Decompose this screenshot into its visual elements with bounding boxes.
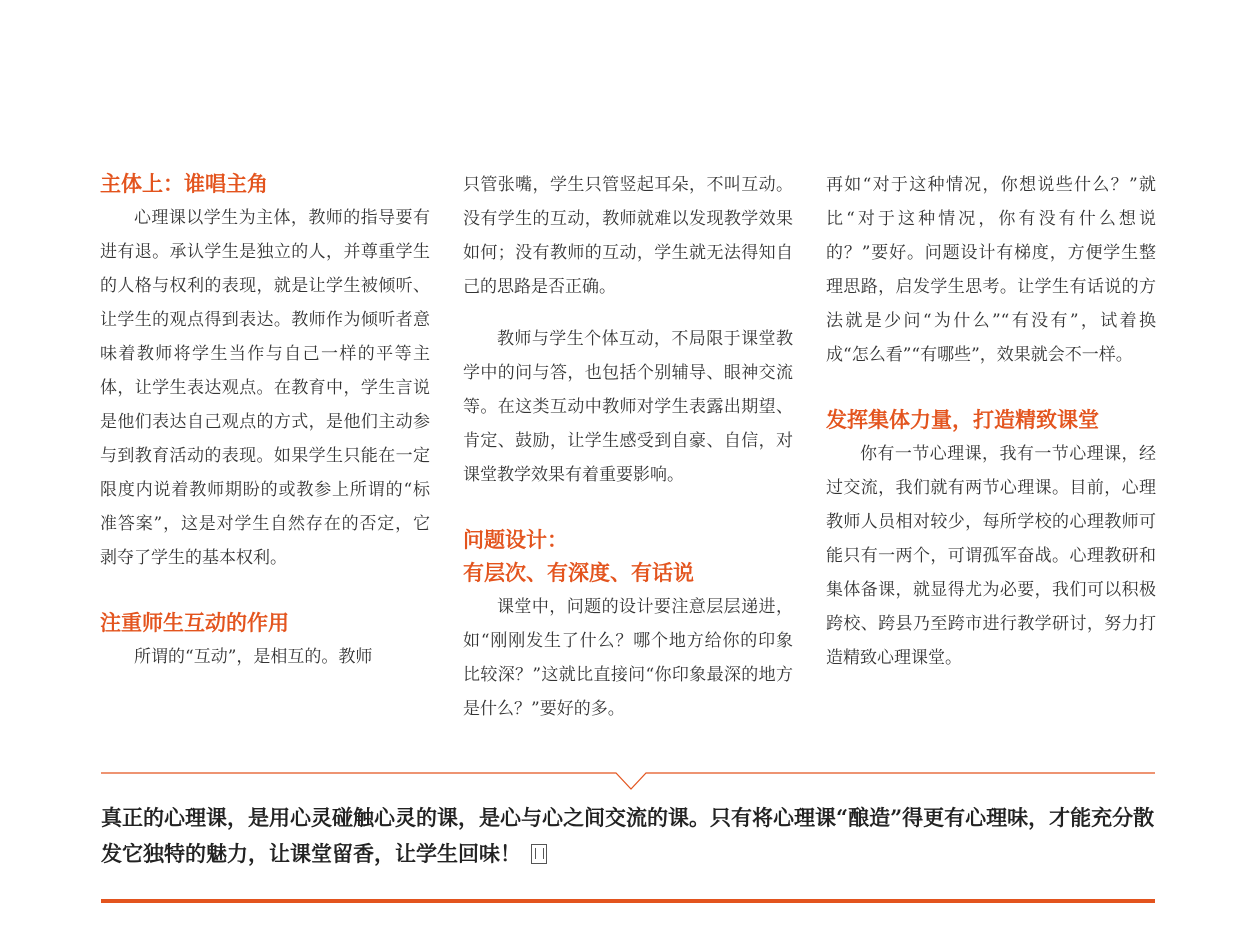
paragraph: 再如“对于这种情况，你想说些什么？”就比“对于这种情况，你有没有什么想说的？”要好。问题设计有梯度，方便学生整理思路，启发学生思考。让学生有话说的方法就是少问“为什么”“有没有”，试着换成“怎么看”“有哪些”，效果就会不一样。 [826,175,1156,365]
paragraph: 只管张嘴，学生只管竖起耳朵，不叫互动。没有学生的互动，教师就难以发现教学效果如何；没有教师的互动，学生就无法得知自己的思路是否正确。 [463,175,793,297]
section-heading-collective: 发挥集体力量，打造精致课堂 [826,408,1099,432]
seal-icon [531,844,547,864]
bottom-rule [101,899,1155,903]
column-2 [463,168,793,726]
section-heading-question-design [463,524,793,590]
pull-quote [101,800,1161,872]
section-heading-interaction: 注重师生互动的作用 [100,611,289,635]
heading-line-2: 有层次、有深度、有话说 [463,561,694,585]
quote-divider [101,771,1155,791]
paragraph: 心理课以学生为主体，教师的指导要有进有退。承认学生是独立的人，并尊重学生的人格与权利的表现，就是让学生被倾听、让学生的观点得到表达。教师作为倾听者意味着教师将学生当作与自己一样的平等主体，让学生表达观点。在教育中，学生言说是他们表达自己观点的方式，是他们主动参与到教育活动的表现。如果学生只能在一定限度内说着教师期盼的或教参上所谓的“标准答案”，这是对学生自然存在的否定，它剥夺了学生的基本权利。 [100,208,430,568]
paragraph: 你有一节心理课，我有一节心理课，经过交流，我们就有两节心理课。目前，心理教师人员相对较少，每所学校的心理教师可能只有一两个，可谓孤军奋战。心理教研和集体备课，就显得尤为必要，我们可以积极跨校、跨县乃至跨市进行教学研讨，努力打造精致心理课堂。 [826,444,1156,668]
paragraph: 课堂中，问题的设计要注意层层递进，如“刚刚发生了什么？哪个地方给你的印象比较深？”这就比直接问“你印象最深的地方是什么？”要好的多。 [463,597,793,719]
heading-line-1: 问题设计： [463,528,568,552]
paragraph: 教师与学生个体互动，不局限于课堂教学中的问与答，也包括个别辅导、眼神交流等。在这类互动中教师对学生表露出期望、肯定、鼓励，让学生感受到自豪、自信，对课堂教学效果有着重要影响。 [463,329,793,485]
paragraph: 所谓的“互动”，是相互的。教师 [134,647,373,667]
column-3 [826,168,1156,675]
column-1 [100,168,430,674]
pull-quote-text: 真正的心理课，是用心灵碰触心灵的课，是心与心之间交流的课。只有将心理课“酿造”得更有心理味，才能充分散发它独特的魅力，让课堂留香，让学生回味！ [101,805,1155,866]
section-heading-subject: 主体上：谁唱主角 [100,172,268,196]
